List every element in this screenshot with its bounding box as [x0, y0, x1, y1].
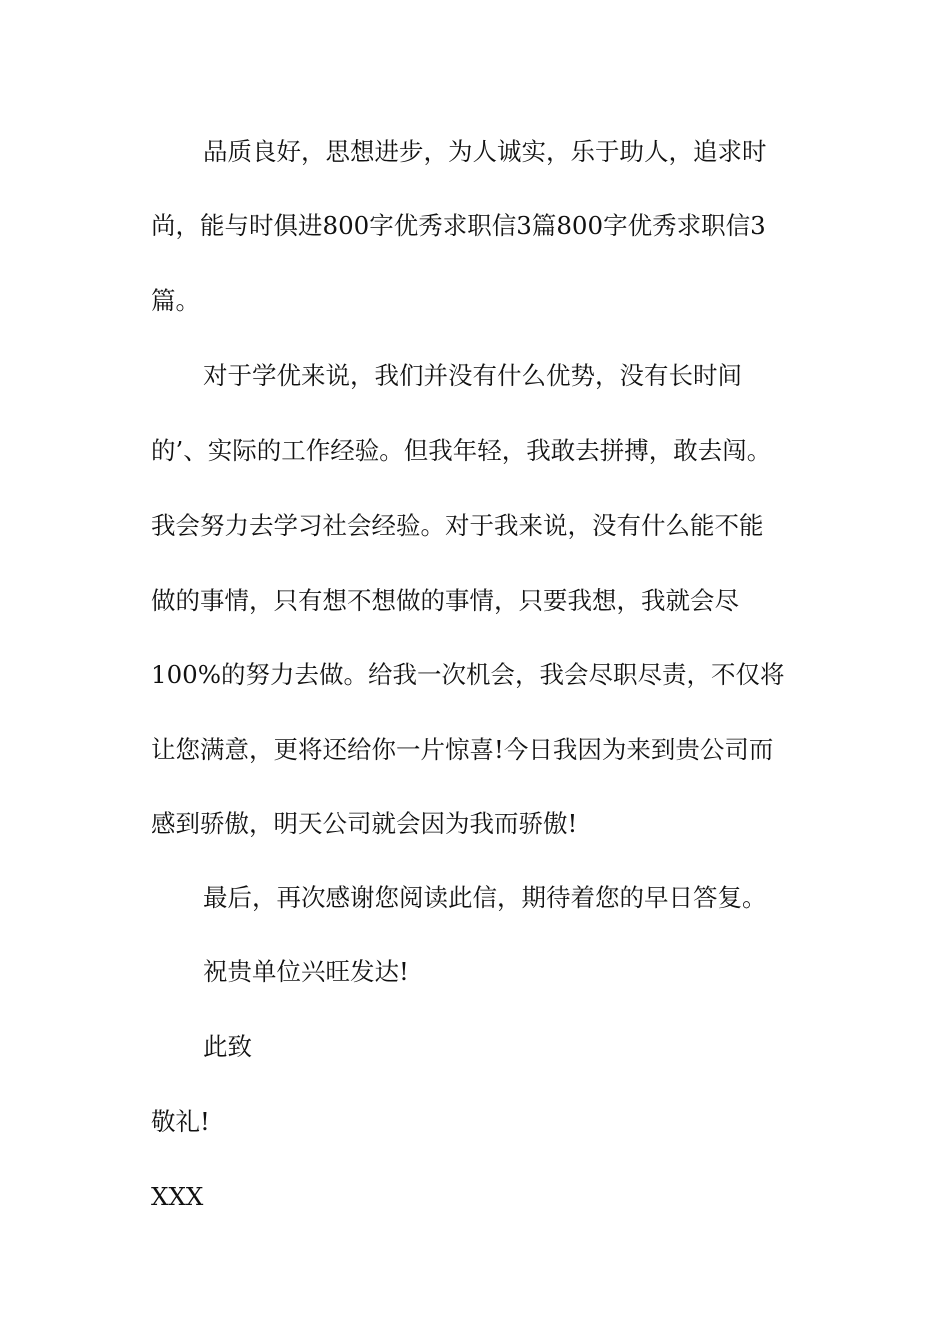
- paragraph-line: 品质良好，思想进步，为人诚实，乐于助人，追求时: [203, 137, 767, 166]
- salutation-line: 此致: [203, 1032, 252, 1061]
- paragraph-line: 篇。: [151, 286, 200, 315]
- paragraph-line: 100%的努力去做。给我一次机会，我会尽职尽责，不仅将: [151, 660, 785, 689]
- paragraph-line: 的’、实际的工作经验。但我年轻，我敢去拼搏，敢去闯。: [151, 436, 772, 465]
- paragraph-line: 做的事情，只有想不想做的事情，只要我想，我就会尽: [151, 586, 739, 615]
- wish-line: 祝贵单位兴旺发达!: [203, 957, 409, 986]
- salutation-line: 敬礼!: [151, 1107, 210, 1136]
- paragraph-line: 我会努力去学习社会经验。对于我来说，没有什么能不能: [151, 511, 764, 540]
- closing-line: 最后，再次感谢您阅读此信，期待着您的早日答复。: [203, 883, 767, 912]
- signature-name: XXX: [151, 1182, 204, 1211]
- paragraph-line: 尚，能与时俱进800字优秀求职信3篇800字优秀求职信3: [151, 211, 766, 240]
- paragraph-line: 对于学优来说，我们并没有什么优势，没有长时间: [203, 361, 742, 390]
- paragraph-line: 感到骄傲，明天公司就会因为我而骄傲!: [151, 809, 578, 838]
- paragraph-line: 让您满意，更将还给你一片惊喜!今日我因为来到贵公司而: [151, 735, 774, 764]
